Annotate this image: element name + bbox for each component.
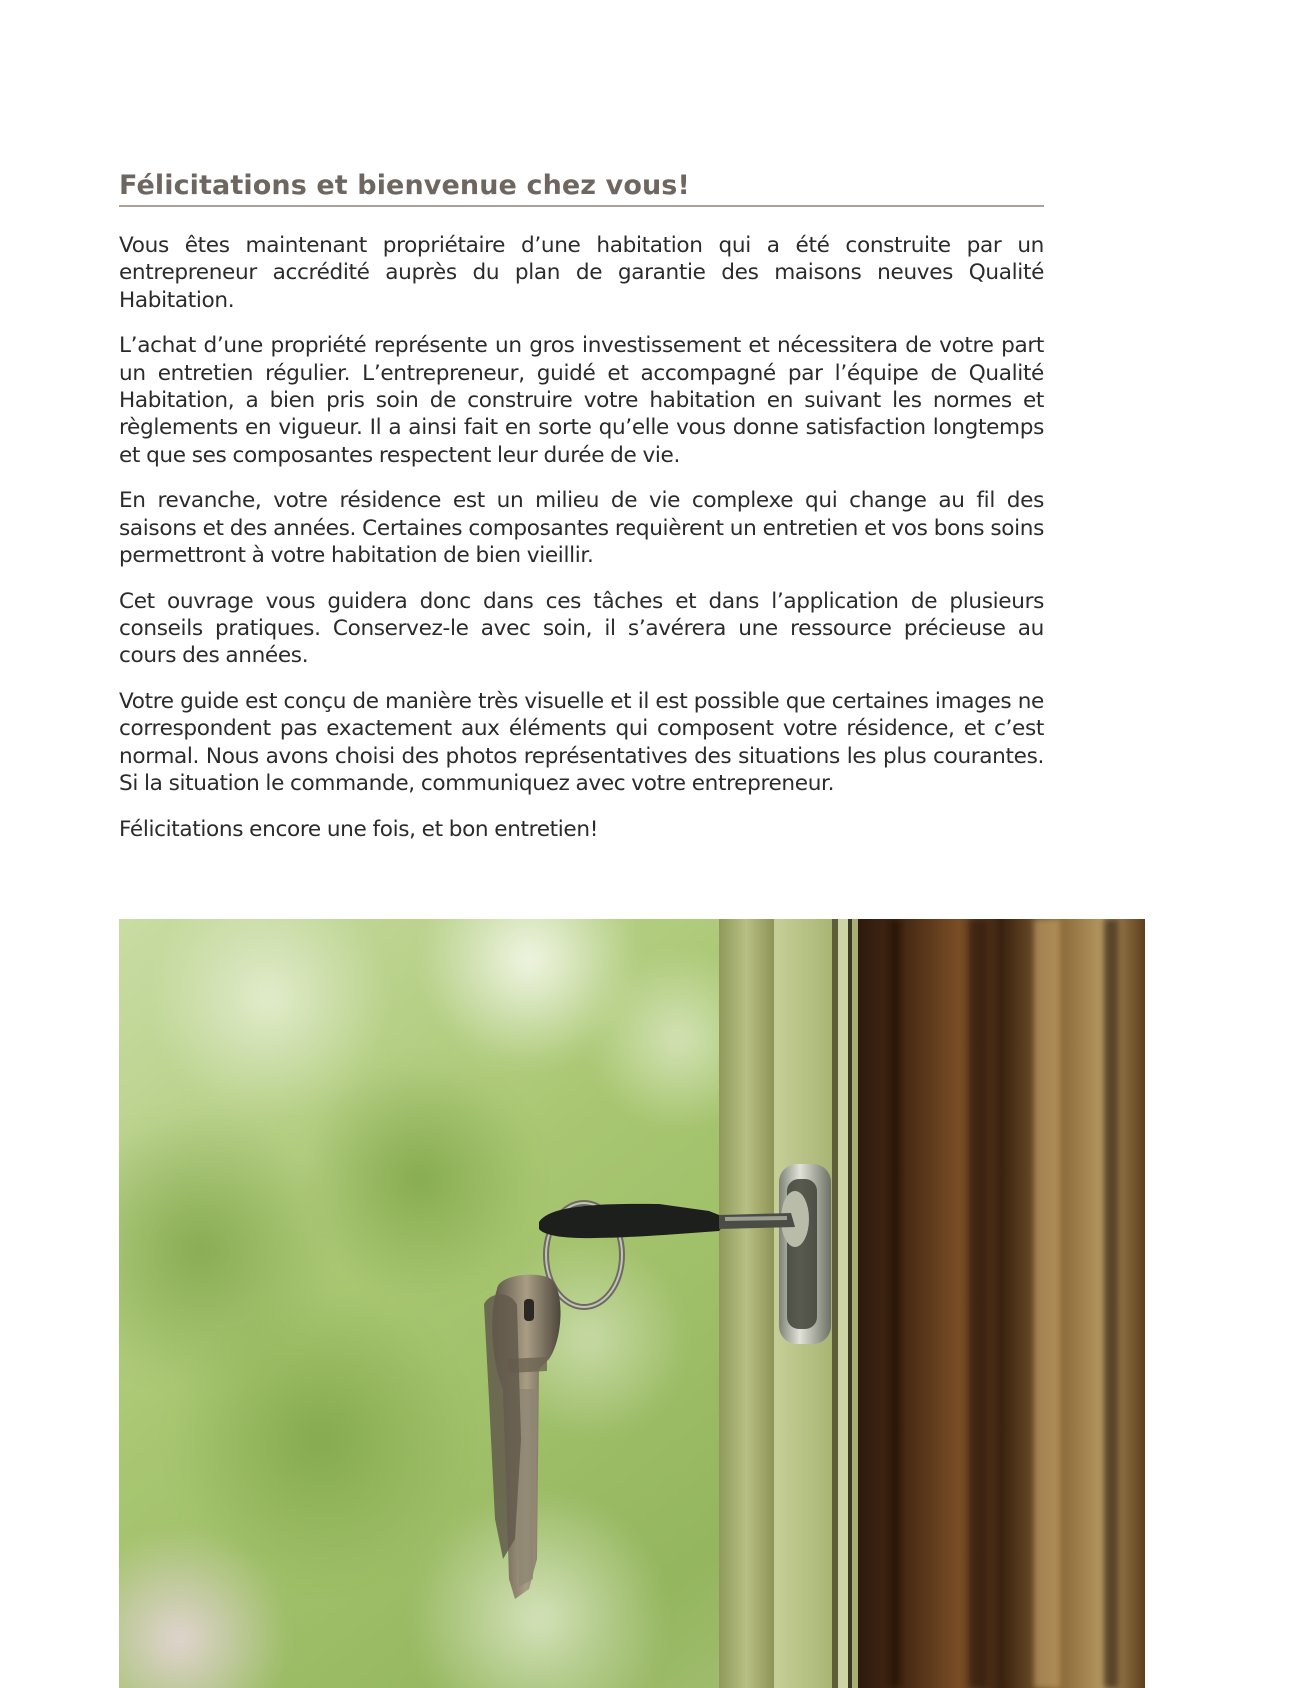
page-title: Félicitations et bienvenue chez vous! bbox=[119, 170, 690, 201]
title-block bbox=[119, 168, 1044, 207]
paragraph-investment: L’achat d’une propriété représente un gros investissement et nécessitera de votre part un entretien régulier. L’entrepreneur, guidé et accompagné par l’équipe de Qualité Habitation, a bien pris soin de construire votre habitation en suivant les normes et règlements en vigueur. Il a ainsi fait en sorte qu’elle vous donne satisfaction longtemps et que ses composantes respectent leur durée de vie. bbox=[119, 333, 1044, 468]
paragraph-complex-home: En revanche, votre résidence est un milieu de vie complexe qui change au fil des saisons et des années. Certaines composantes requièrent un entretien et vos bons soins permettront à votre habitation de bien vieillir. bbox=[119, 488, 1044, 568]
paragraph-closing: Félicitations encore une fois, et bon entretien! bbox=[119, 816, 598, 842]
body-text bbox=[119, 232, 1044, 862]
keys-in-door-illustration bbox=[119, 919, 1145, 1688]
paragraph-guide-purpose: Cet ouvrage vous guidera donc dans ces tâches et dans l’application de plusieurs conseils pratiques. Conservez-le avec soin, il s’avérera une ressource précieuse au cours des années. bbox=[119, 588, 1044, 669]
paragraph-visual-guide: Votre guide est conçu de manière très visuelle et il est possible que certaines images ne correspondent pas exactement aux éléments qui composent votre résidence, et c’est normal. Nous avons choisi des photos représentatives des situations les plus courantes. Si la situation le commande, communiquez avec votre entrepreneur. bbox=[119, 689, 1044, 797]
title-underline bbox=[119, 205, 1044, 207]
lock-cylinder bbox=[779, 1164, 831, 1344]
keys-in-door-photo bbox=[119, 919, 1145, 1688]
paragraph-intro: Vous êtes maintenant propriétaire d’une habitation qui a été construite par un entrepreneur accrédité auprès du plan de garantie des maisons neuves Qualité Habitation. bbox=[119, 233, 1044, 313]
